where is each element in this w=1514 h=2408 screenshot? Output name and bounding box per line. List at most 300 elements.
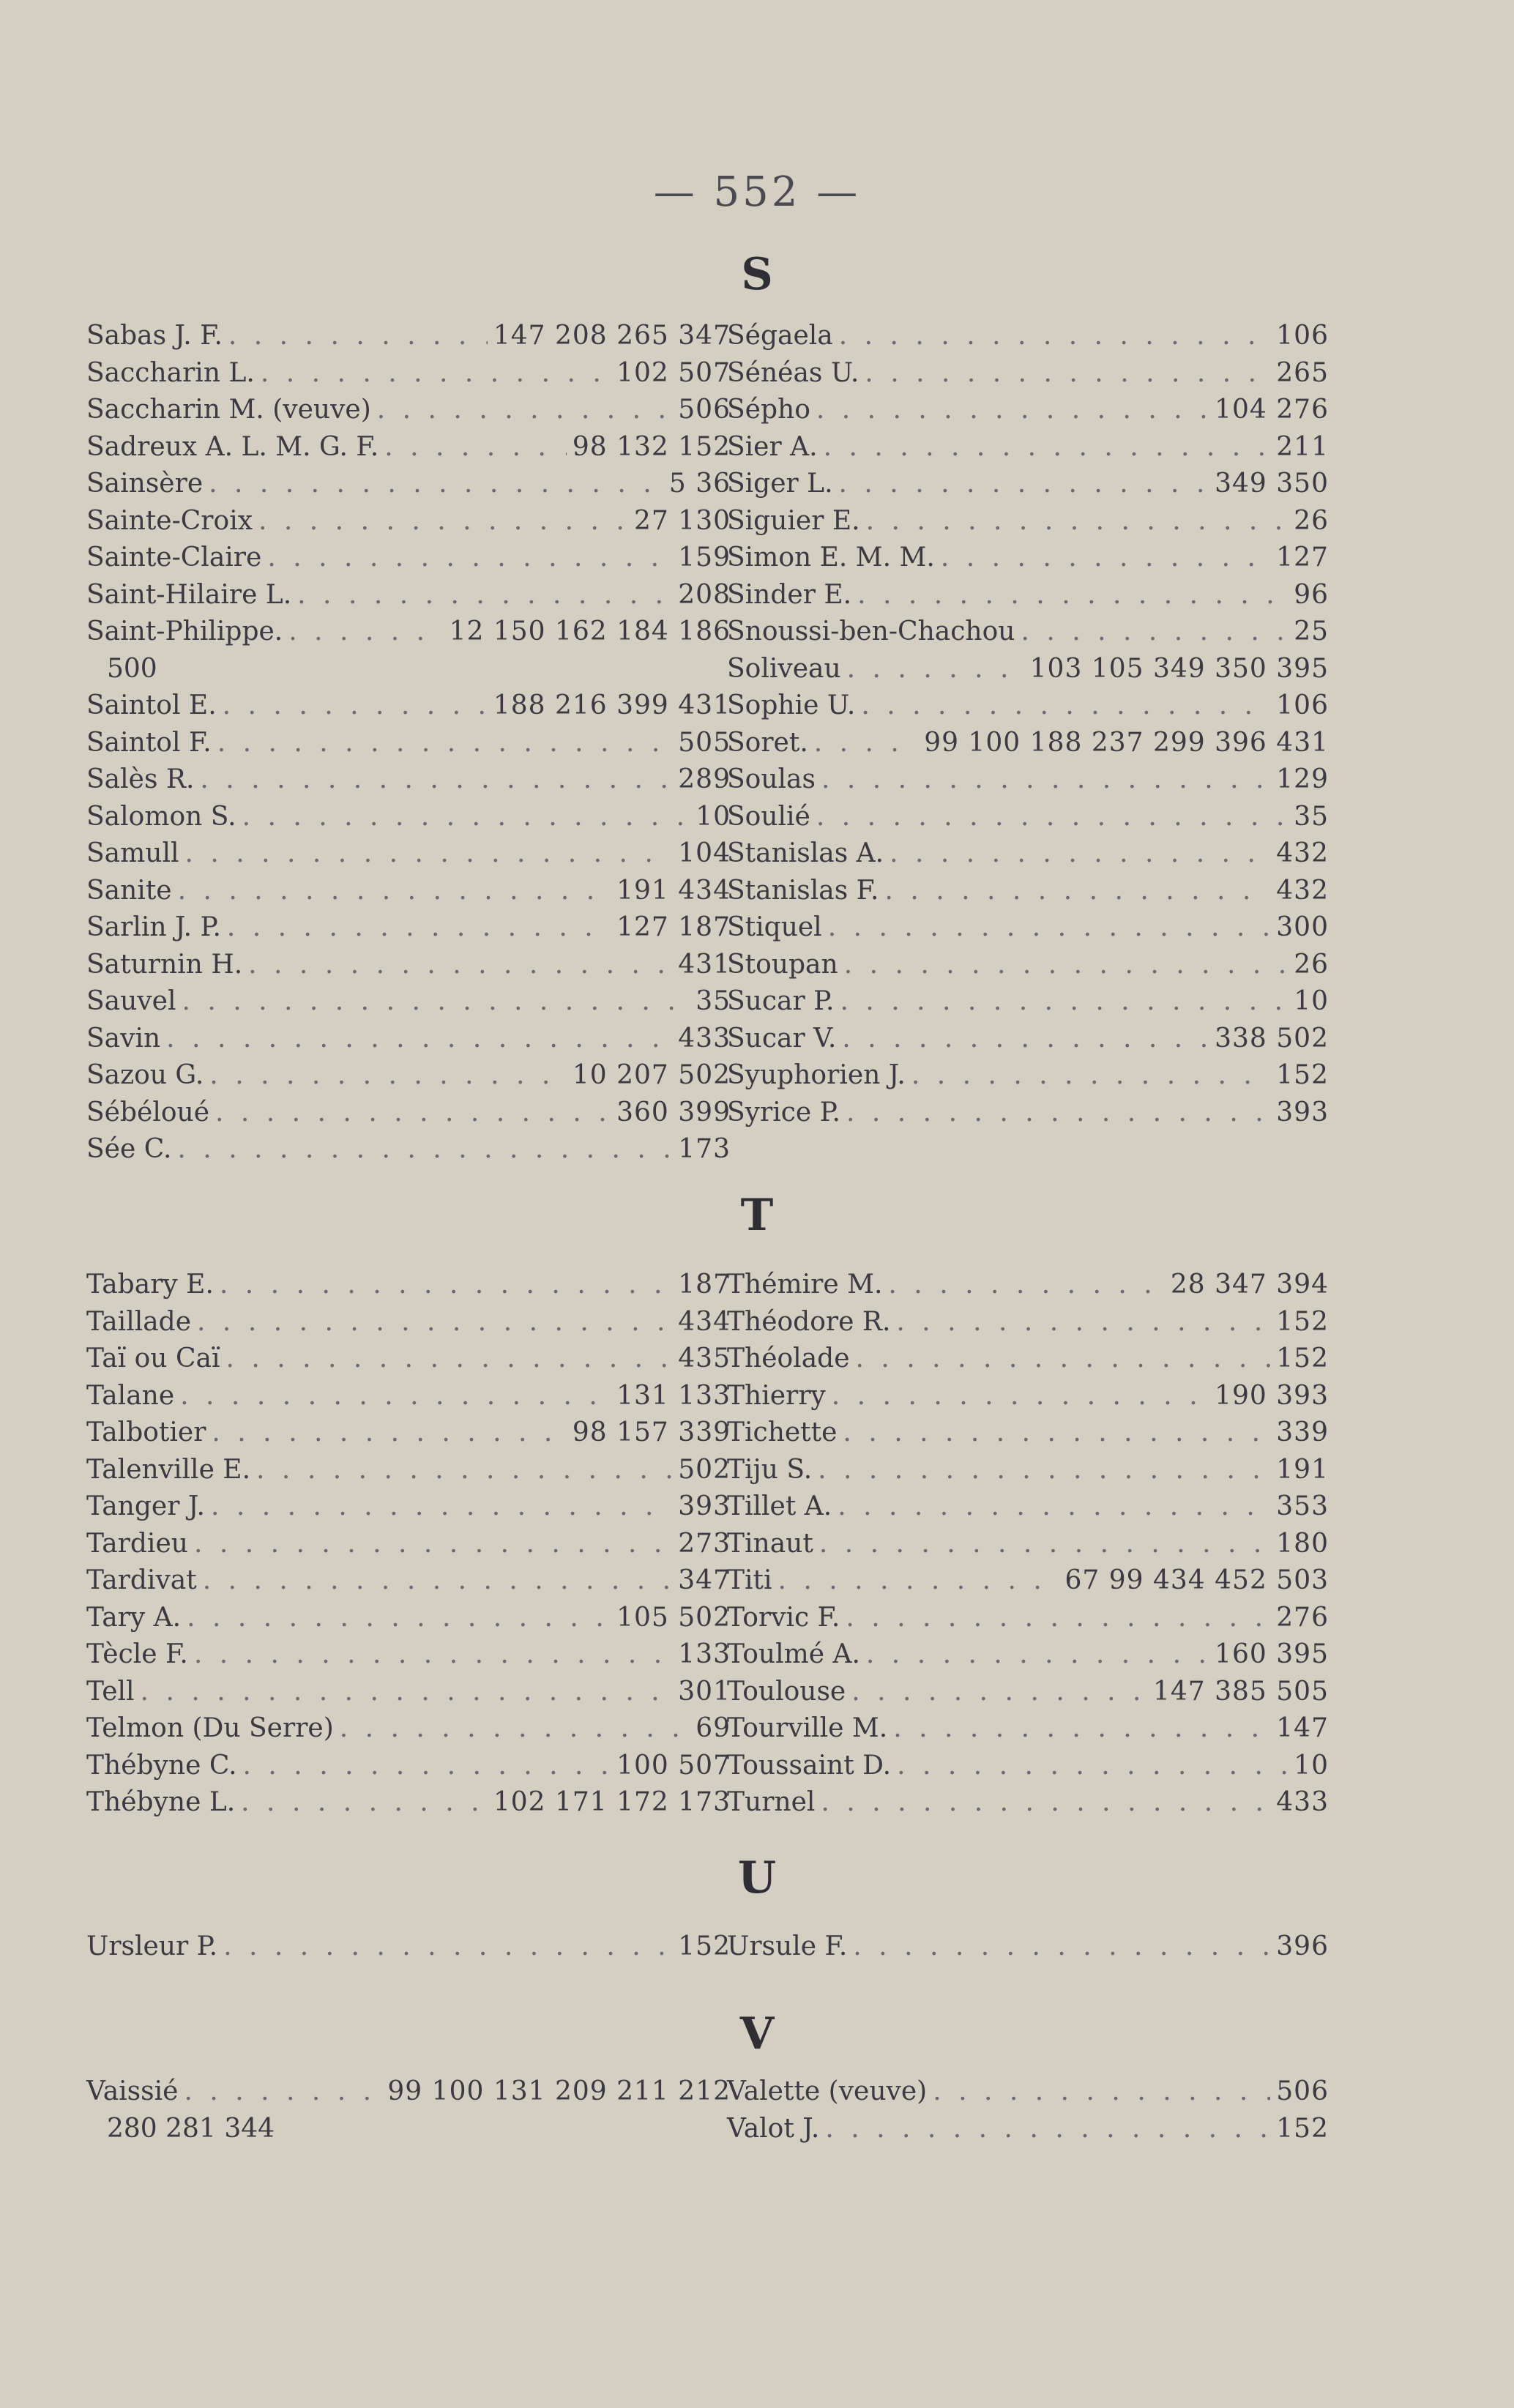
entry-name: Tourville M.: [727, 1713, 888, 1743]
entry-pages: 102 171 172 173: [493, 1787, 731, 1817]
entry-name: Turnel: [727, 1787, 816, 1817]
index-entry: [727, 1057, 1329, 1095]
dot-leader: [223, 687, 488, 725]
index-entry: [86, 687, 731, 725]
index-entry: [727, 1674, 1329, 1711]
entry-pages: 100 507: [616, 1750, 731, 1781]
index-entry: [727, 1452, 1329, 1489]
entry-name: Tinaut: [727, 1528, 813, 1559]
entry-name: Thierry: [727, 1380, 826, 1411]
dot-leader: [893, 1710, 1270, 1748]
index-entry: [727, 392, 1329, 429]
index-entry: [86, 1057, 731, 1095]
index-column-v-left: [86, 2073, 731, 2147]
index-entry: [727, 1710, 1329, 1748]
dot-leader: [223, 1928, 672, 1966]
entry-name: Sépho: [727, 395, 810, 425]
index-entry: [727, 1021, 1329, 1058]
entry-pages: 35: [696, 986, 731, 1016]
index-entry: [86, 1674, 731, 1711]
entry-name: Sainte-Claire: [86, 543, 262, 573]
entry-name: Ursule F.: [727, 1931, 848, 1961]
entry-pages: 276: [1276, 1602, 1329, 1633]
index-entry: [727, 909, 1329, 947]
index-entry: [727, 503, 1329, 540]
dot-leader: [856, 1341, 1271, 1378]
entry-name: Tiju S.: [727, 1454, 813, 1485]
dot-leader: [814, 725, 918, 762]
entry-name: Sarlin J. P.: [86, 912, 221, 942]
entry-name: Tabary E.: [86, 1270, 214, 1300]
entry-name: Sucar P.: [727, 986, 835, 1016]
entry-pages: 273: [678, 1528, 731, 1559]
entry-pages: 25: [1294, 616, 1329, 646]
entry-name: Sadreux A. L. M. G. F.: [86, 431, 379, 462]
dot-leader: [141, 1674, 673, 1711]
entry-pages: 5 36: [668, 469, 731, 499]
entry-name: 500: [107, 653, 157, 684]
dot-leader: [840, 983, 1289, 1021]
entry-name: Théodore R.: [727, 1306, 891, 1337]
entry-pages: 347: [678, 1565, 731, 1595]
entry-pages: 393: [678, 1491, 731, 1521]
entry-pages: 301: [678, 1676, 731, 1707]
entry-pages: 152: [1276, 1343, 1329, 1373]
index-entry: [727, 725, 1329, 762]
entry-name: Sainte-Croix: [86, 505, 253, 536]
dot-leader: [166, 1021, 672, 1058]
entry-pages: 152: [1276, 1306, 1329, 1337]
index-entry: [727, 2073, 1329, 2111]
dot-leader: [217, 725, 673, 762]
entry-pages: 96: [1294, 579, 1329, 610]
entry-pages: 432: [1276, 838, 1329, 868]
entry-pages: 106: [1276, 321, 1329, 351]
dot-leader: [778, 1562, 1059, 1600]
index-entry: [727, 1378, 1329, 1415]
entry-name: Tary A.: [86, 1602, 182, 1633]
entry-name: Savin: [86, 1023, 161, 1054]
entry-pages: 188 216 399 431: [493, 690, 731, 720]
index-entry: [727, 429, 1329, 466]
entry-name: Stanislas F.: [727, 875, 879, 906]
dot-leader: [851, 1674, 1147, 1711]
dot-leader: [243, 1748, 611, 1785]
dot-leader: [816, 799, 1288, 836]
entry-name: Taillade: [86, 1306, 192, 1337]
entry-pages: 502: [678, 1454, 731, 1485]
dot-leader: [261, 355, 611, 392]
section-letter-s: S: [741, 249, 773, 300]
entry-pages: 27 130: [634, 505, 731, 536]
entry-pages: 10: [696, 801, 731, 832]
index-entry: [86, 1414, 731, 1452]
dot-leader: [828, 909, 1271, 947]
entry-pages: 191 434: [616, 875, 731, 906]
entry-pages: 433: [1276, 1787, 1329, 1817]
entry-pages: 211: [1276, 431, 1329, 462]
index-entry: [86, 725, 731, 762]
section-letter-v: V: [739, 2008, 775, 2060]
dot-leader: [888, 1267, 1164, 1304]
entry-name: Sée C.: [86, 1134, 172, 1164]
dot-leader: [203, 1562, 673, 1600]
index-entry: [727, 835, 1329, 873]
entry-name: Saintol E.: [86, 690, 217, 720]
dot-leader: [847, 651, 1024, 688]
index-entry: [727, 1748, 1329, 1785]
entry-name: Talane: [86, 1380, 175, 1411]
entry-name: Saint-Philippe.: [86, 616, 283, 646]
entry-name: Sucar V.: [727, 1023, 837, 1054]
dot-leader: [194, 1526, 672, 1563]
entry-pages: 152: [1276, 2113, 1329, 2144]
entry-pages: 69: [696, 1713, 731, 1743]
entry-name: Soulié: [727, 801, 810, 832]
index-column-u-left: [86, 1928, 731, 1966]
entry-pages: 360 399: [616, 1097, 731, 1127]
dot-leader: [884, 873, 1270, 910]
dot-leader: [248, 947, 672, 984]
dot-leader: [866, 1636, 1209, 1674]
entry-pages: 339: [1276, 1417, 1329, 1447]
dot-leader: [825, 2111, 1270, 2148]
entry-pages: 435: [678, 1343, 731, 1373]
dot-leader: [212, 1414, 566, 1452]
index-entry: [86, 1095, 731, 1132]
dot-leader: [258, 503, 628, 540]
entry-name: Sophie U.: [727, 690, 856, 720]
dot-leader: [297, 577, 672, 614]
dot-leader: [187, 1600, 611, 1637]
entry-name: Valot J.: [727, 2113, 820, 2144]
dot-leader: [340, 1710, 690, 1748]
entry-name: Valette (veuve): [727, 2076, 928, 2106]
dot-leader: [821, 761, 1270, 799]
index-entry: [727, 2111, 1329, 2148]
entry-name: Toulmé A.: [727, 1639, 860, 1669]
entry-pages: 103 105 349 350 395: [1029, 653, 1329, 684]
entry-name: Syuphorien J.: [727, 1060, 906, 1090]
dot-leader: [824, 429, 1271, 466]
entry-name: Ségaela: [727, 321, 833, 351]
entry-name: Taï ou Caï: [86, 1343, 220, 1373]
dot-leader: [178, 873, 611, 910]
entry-name: Soliveau: [727, 653, 841, 684]
dot-leader: [256, 1452, 672, 1489]
entry-pages: 265: [1276, 357, 1329, 388]
index-entry: [727, 355, 1329, 392]
index-entry: [86, 1710, 731, 1748]
dot-leader: [896, 1304, 1270, 1341]
index-entry: [727, 947, 1329, 984]
entry-name: Sainsère: [86, 469, 204, 499]
entry-pages: 180: [1276, 1528, 1329, 1559]
entry-name: Siguier E.: [727, 505, 860, 536]
entry-pages: 104: [678, 838, 731, 868]
section-letter-u: U: [737, 1852, 777, 1904]
index-entry: [86, 1526, 731, 1563]
entry-name: Tichette: [727, 1417, 838, 1447]
index-entry: [86, 540, 731, 577]
entry-name: Torvic F.: [727, 1602, 840, 1633]
index-entry: [727, 1095, 1329, 1132]
entry-pages: 160 395: [1215, 1639, 1329, 1669]
index-entry: [727, 1784, 1329, 1822]
entry-name: Siger L.: [727, 469, 833, 499]
index-entry: [727, 540, 1329, 577]
index-entry: [727, 1414, 1329, 1452]
entry-name: Théolade: [727, 1343, 850, 1373]
index-entry: [86, 1267, 731, 1304]
index-entry: [86, 466, 731, 503]
dot-leader: [821, 1784, 1270, 1822]
index-entry: [727, 1636, 1329, 1674]
entry-pages: 127: [1276, 543, 1329, 573]
entry-name: Talenville E.: [86, 1454, 251, 1485]
dot-leader: [861, 687, 1270, 725]
entry-pages: 10: [1294, 1750, 1329, 1781]
index-entry: [86, 799, 731, 836]
entry-name: Salomon S.: [86, 801, 236, 832]
entry-name: 280 281 344: [107, 2113, 275, 2144]
entry-name: Soret.: [727, 727, 808, 758]
index-entry: [727, 466, 1329, 503]
index-entry: [727, 983, 1329, 1021]
dot-leader: [1021, 614, 1288, 651]
entry-pages: 152: [1276, 1060, 1329, 1090]
entry-name: Sazou G.: [86, 1060, 204, 1090]
entry-pages: 98 132 152: [572, 431, 731, 462]
entry-pages: 159: [678, 543, 731, 573]
entry-name: Toulouse: [727, 1676, 846, 1707]
index-entry: [727, 318, 1329, 355]
entry-pages: 10: [1294, 986, 1329, 1016]
dot-leader: [846, 1095, 1270, 1132]
entry-pages: 102 507: [616, 357, 731, 388]
dot-leader: [897, 1748, 1288, 1785]
entry-name: Tardivat: [86, 1565, 197, 1595]
entry-name: Soulas: [727, 764, 816, 794]
index-entry: [727, 873, 1329, 910]
entry-name: Tillet A.: [727, 1491, 832, 1521]
entry-pages: 147 385 505: [1152, 1676, 1329, 1707]
dot-leader: [377, 392, 673, 429]
index-entry: [86, 503, 731, 540]
dot-leader: [865, 355, 1270, 392]
index-entry: [86, 318, 731, 355]
entry-name: Sanite: [86, 875, 172, 906]
index-entry: [86, 947, 731, 984]
entry-name: Telmon (Du Serre): [86, 1713, 334, 1743]
index-entry: [86, 651, 731, 688]
entry-pages: 353: [1276, 1491, 1329, 1521]
entry-name: Titi: [727, 1565, 772, 1595]
entry-pages: 106: [1276, 690, 1329, 720]
dot-leader: [839, 466, 1209, 503]
dot-leader: [384, 429, 567, 466]
index-entry: [86, 1131, 731, 1168]
entry-name: Stiquel: [727, 912, 822, 942]
entry-name: Saturnin H.: [86, 949, 243, 980]
entry-pages: 338 502: [1215, 1023, 1329, 1054]
index-column-t-left: [86, 1267, 731, 1822]
dot-leader: [242, 799, 690, 836]
dot-leader: [209, 466, 663, 503]
index-entry: [86, 1928, 731, 1966]
entry-name: Simon E. M. M.: [727, 543, 935, 573]
section-letter-t: T: [740, 1190, 774, 1241]
entry-pages: 434: [678, 1306, 731, 1337]
index-entry: [86, 355, 731, 392]
entry-pages: 191: [1276, 1454, 1329, 1485]
index-column-t-right: [727, 1267, 1329, 1822]
entry-name: Toussaint D.: [727, 1750, 892, 1781]
index-entry: [727, 614, 1329, 651]
entry-name: Sabas J. F.: [86, 321, 223, 351]
dot-leader: [866, 503, 1289, 540]
dot-leader: [844, 947, 1289, 984]
entry-name: Sébéloué: [86, 1097, 209, 1127]
entry-name: Thébyne C.: [86, 1750, 237, 1781]
dot-leader: [933, 2073, 1270, 2111]
index-entry: [727, 1928, 1329, 1966]
entry-pages: 393: [1276, 1097, 1329, 1127]
index-entry: [727, 799, 1329, 836]
index-entry: [86, 1378, 731, 1415]
dot-leader: [843, 1414, 1270, 1452]
index-entry: [727, 1304, 1329, 1341]
index-entry: [86, 1488, 731, 1526]
entry-name: Saccharin M. (veuve): [86, 395, 371, 425]
entry-name: Salès R.: [86, 764, 195, 794]
entry-name: Saint-Hilaire L.: [86, 579, 292, 610]
entry-pages: 433: [678, 1023, 731, 1054]
entry-name: Stoupan: [727, 949, 838, 980]
index-entry: [86, 983, 731, 1021]
entry-name: Saintol F.: [86, 727, 212, 758]
dot-leader: [857, 577, 1288, 614]
dot-leader: [846, 1600, 1270, 1637]
entry-pages: 26: [1294, 505, 1329, 536]
entry-name: Thébyne L.: [86, 1787, 236, 1817]
dot-leader: [853, 1928, 1270, 1966]
entry-pages: 147: [1276, 1713, 1329, 1743]
dot-leader: [839, 318, 1271, 355]
dot-leader: [842, 1021, 1209, 1058]
dot-leader: [225, 1341, 672, 1378]
index-entry: [86, 2073, 731, 2111]
entry-pages: 396: [1276, 1931, 1329, 1961]
dot-leader: [209, 1057, 567, 1095]
entry-pages: 133: [678, 1639, 731, 1669]
index-entry: [727, 761, 1329, 799]
index-entry: [86, 1304, 731, 1341]
entry-name: Samull: [86, 838, 179, 868]
entry-name: Tècle F.: [86, 1639, 188, 1669]
entry-pages: 187: [678, 1270, 731, 1300]
dot-leader: [941, 540, 1270, 577]
dot-leader: [241, 1784, 488, 1822]
index-entry: [727, 577, 1329, 614]
index-entry: [727, 1600, 1329, 1637]
entry-pages: 147 208 265 347: [493, 321, 731, 351]
dot-leader: [911, 1057, 1270, 1095]
entry-name: Ursleur P.: [86, 1931, 218, 1961]
entry-pages: 300: [1276, 912, 1329, 942]
dot-leader: [832, 1378, 1209, 1415]
dot-leader: [818, 1452, 1270, 1489]
index-entry: [86, 2111, 731, 2148]
entry-name: Sauvel: [86, 986, 176, 1016]
index-entry: [86, 1636, 731, 1674]
index-entry: [86, 429, 731, 466]
index-column-u-right: [727, 1928, 1329, 1966]
entry-name: Sénéas U.: [727, 357, 859, 388]
entry-pages: 26: [1294, 949, 1329, 980]
index-entry: [86, 614, 731, 651]
dot-leader: [819, 1526, 1270, 1563]
index-entry: [86, 1452, 731, 1489]
index-entry: [86, 1748, 731, 1785]
entry-name: Saccharin L.: [86, 357, 255, 388]
index-entry: [727, 687, 1329, 725]
entry-name: Stanislas A.: [727, 838, 884, 868]
entry-pages: 506: [678, 395, 731, 425]
dot-leader: [227, 909, 611, 947]
entry-pages: 432: [1276, 875, 1329, 906]
index-column-v-right: [727, 2073, 1329, 2147]
index-entry: [86, 1784, 731, 1822]
index-entry: [86, 1341, 731, 1378]
index-entry: [86, 835, 731, 873]
entry-name: Thémire M.: [727, 1270, 883, 1300]
entry-name: Tanger J.: [86, 1491, 205, 1521]
index-column-s-right: [727, 318, 1329, 1131]
dot-leader: [220, 1267, 672, 1304]
entry-pages: 289: [678, 764, 731, 794]
index-entry: [86, 392, 731, 429]
index-entry: [727, 1341, 1329, 1378]
index-entry: [86, 1562, 731, 1600]
dot-leader: [184, 835, 672, 873]
entry-pages: 208: [678, 579, 731, 610]
dot-leader: [184, 2073, 381, 2111]
entry-pages: 431: [678, 949, 731, 980]
index-entry: [86, 873, 731, 910]
entry-pages: 129: [1276, 764, 1329, 794]
entry-pages: 99 100 188 237 299 396 431: [924, 727, 1329, 758]
entry-pages: 12 150 162 184 186: [449, 616, 731, 646]
entry-name: Syrice P.: [727, 1097, 841, 1127]
entry-pages: 67 99 434 452 503: [1064, 1565, 1329, 1595]
entry-pages: 98 157 339: [572, 1417, 731, 1447]
index-entry: [86, 1600, 731, 1637]
entry-pages: 99 100 131 209 211 212: [387, 2076, 731, 2106]
dot-leader: [816, 392, 1209, 429]
index-entry: [86, 1021, 731, 1058]
dot-leader: [197, 1304, 672, 1341]
entry-pages: 10 207 502: [572, 1060, 731, 1090]
entry-name: Sier A.: [727, 431, 818, 462]
entry-name: Snoussi-ben-Chachou: [727, 616, 1015, 646]
entry-name: Talbotier: [86, 1417, 206, 1447]
entry-name: Tardieu: [86, 1528, 188, 1559]
dot-leader: [838, 1488, 1270, 1526]
dot-leader: [194, 1636, 672, 1674]
entry-pages: 190 393: [1215, 1380, 1329, 1411]
entry-pages: 105 502: [616, 1602, 731, 1633]
